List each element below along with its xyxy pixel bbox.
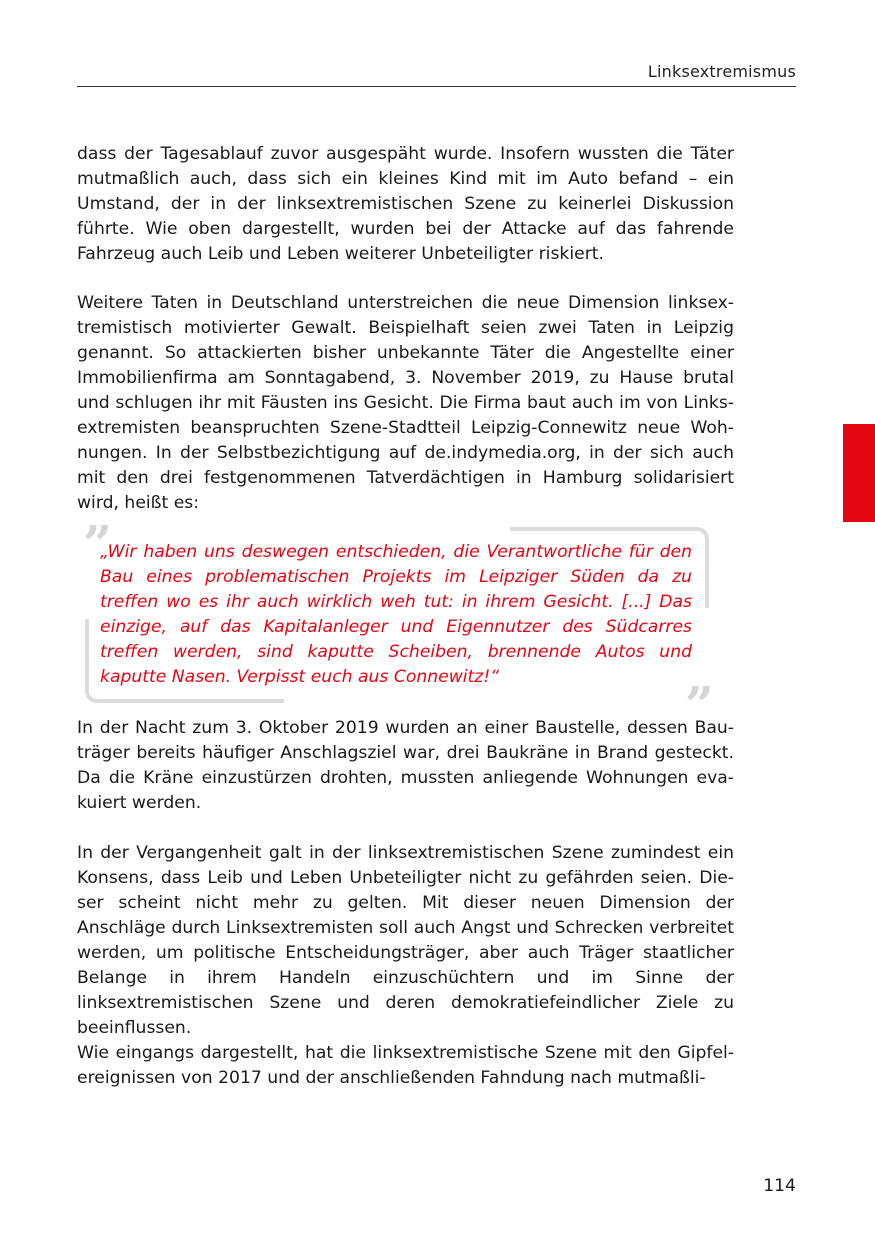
close-quote-icon: ” — [685, 675, 714, 734]
paragraph-4: In der Vergangenheit galt in der linksextremistischen Szene zumindest ein Konsens, dass Leib und Leben Unbeteiligter nicht zu gefährden seien. Dieser scheint nicht mehr zu gelten. Mit dieser neuen Dimension der Anschläge durch Linksextremisten soll auch Angst und Schrecken verbreitet werden, um politische Entscheidungsträger, aber auch Träger staatlicher Belange in ihrem Handeln einzuschüchtern und im Sinne der linksextremistischen Szene und deren demokratiefeindlicher Ziele zu beeinflussen. — [77, 843, 734, 1038]
page-number: 114 — [763, 1176, 796, 1196]
paragraph-1: dass der Tagesablauf zuvor ausgespäht wurde. Insofern wussten die Täter mutmaßlich auch, dass sich ein kleines Kind mit im Auto befand – ein Umstand, der in der linksextremistischen Szene zu keinerlei Diskussion führte. Wie oben dargestellt, wurden bei der Attacke auf das fahrende Fahrzeug auch Leib und Leben weiterer Unbeteiligter riskiert. — [77, 144, 734, 264]
chapter-tab-marker — [843, 424, 875, 522]
quote-text: „Wir haben uns deswegen entschieden, die Verantwortliche für den Bau eines problematischen Projekts im Leipziger Süden da zu treffen wo es ihr auch wirklich weh tut: in ihrem Gesicht. [...] Das einzige, auf das Kapitalanleger und Eigennutzer des Südcarres treffen werden, sind kaputte Scheiben, brennende Autos und kaputte Nasen. Verpisst euch aus Connewitz!“ — [100, 542, 692, 687]
paragraph-3: In der Nacht zum 3. Oktober 2019 wurden an einer Baustelle, dessen Bauträger bereits häufiger Anschlagsziel war, drei Baukräne in Brand gesteckt. Da die Kräne einzustürzen drohten, mussten anliegende Wohnungen evakuiert werden. — [77, 718, 734, 813]
paragraph-2: Weitere Taten in Deutschland unterstreichen die neue Dimension linksextremistisch motivierter Gewalt. Beispielhaft seien zwei Taten in Leipzig genannt. So attackierten bisher unbekannte Täter die Angestellte einer Immobilienfirma am Sonntagabend, 3. November 2019, zu Hause brutal und schlugen ihr mit Fäusten ins Gesicht. Die Firma baut auch im von Linksextremisten beanspruchten Szene-Stadtteil Leipzig-Connewitz neue Wohnungen. In der Selbstbezichtigung auf de.indymedia.org, in der sich auch mit den drei festgenommenen Tatverdächtigen in Hamburg solidarisiert wird, heißt es: — [77, 293, 734, 513]
paragraph-5: Wie eingangs dargestellt, hat die linksextremistische Szene mit den Gipfelereignissen von 2017 und der anschließenden Fahndung nach mutmaßli- — [77, 1043, 734, 1088]
open-quote-icon: ” — [83, 514, 112, 573]
running-header: Linksextremismus — [77, 62, 796, 87]
blockquote — [83, 514, 714, 734]
